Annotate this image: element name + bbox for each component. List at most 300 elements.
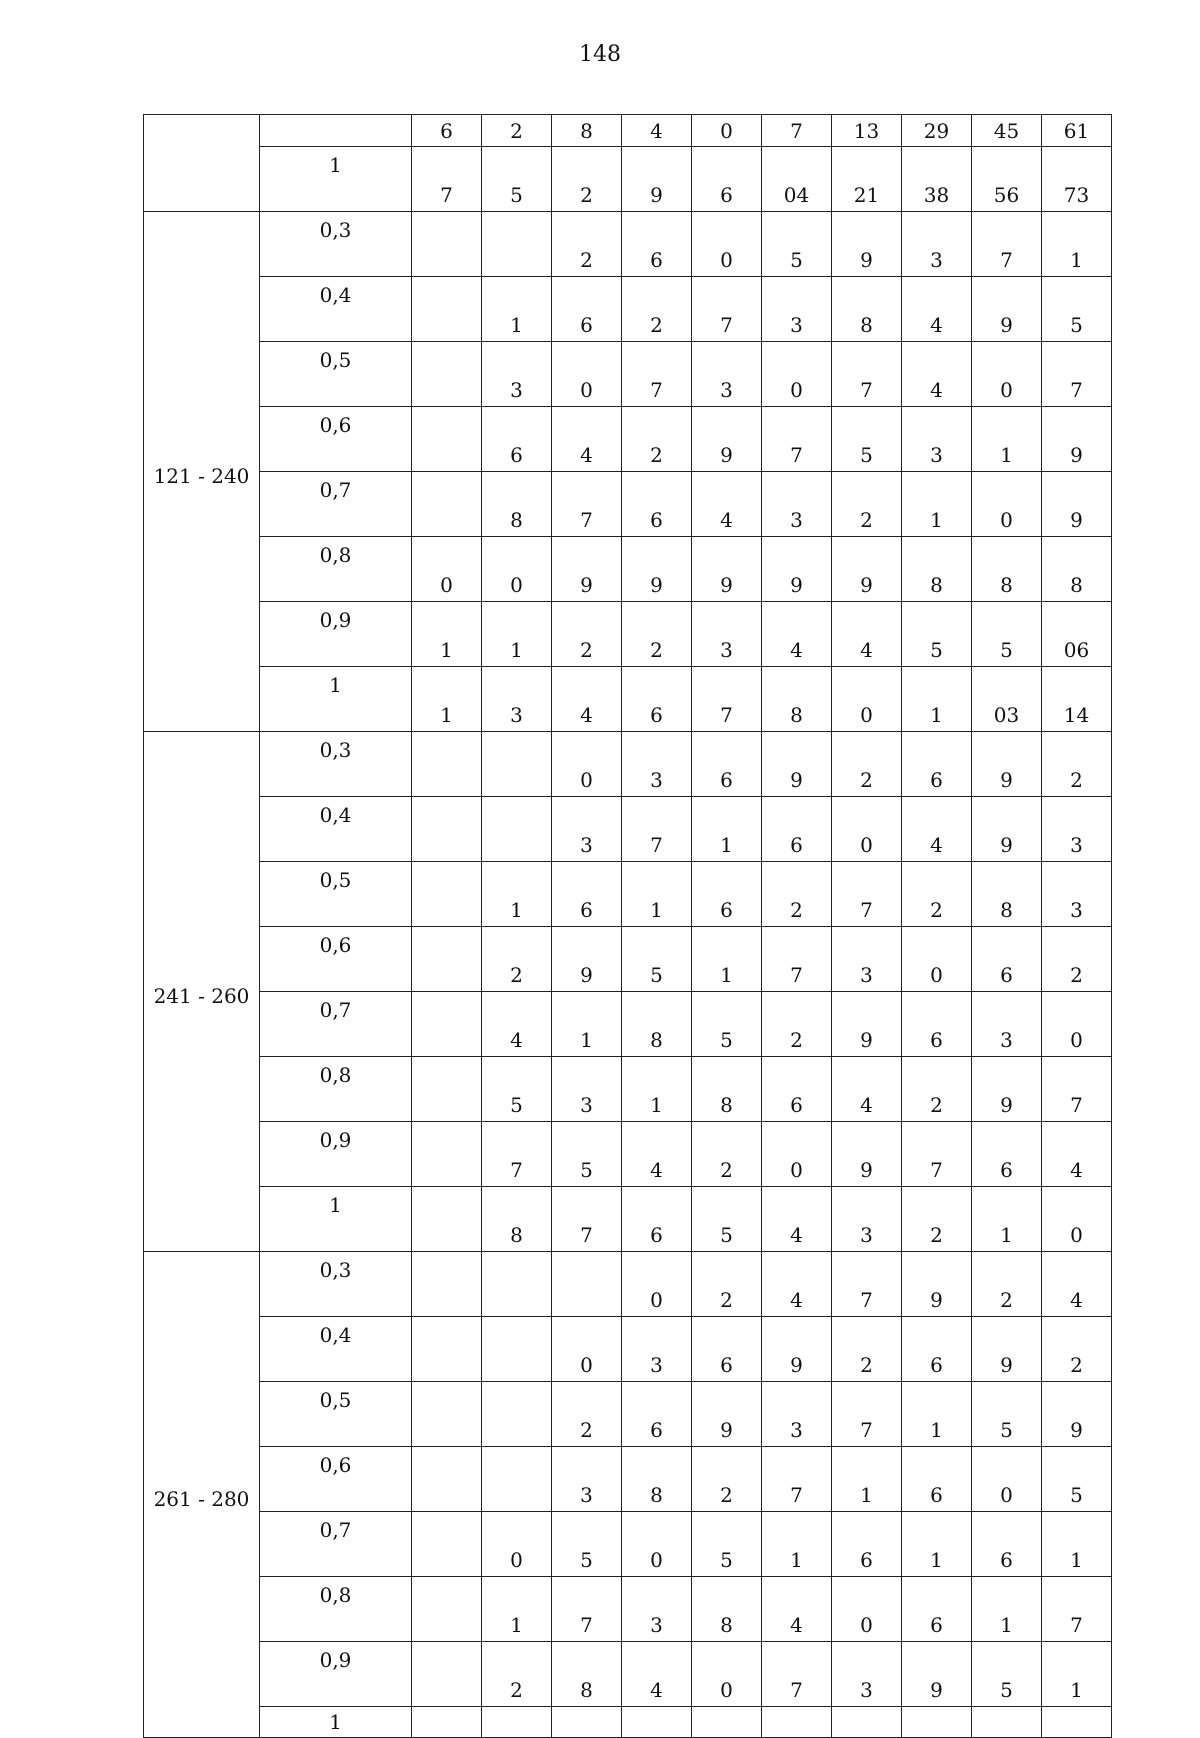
table-cell: 2 (692, 1122, 762, 1187)
table-cell: 4 (902, 342, 972, 407)
table-cell: 1 (552, 992, 622, 1057)
table-cell (482, 1317, 552, 1382)
table-cell: 7 (902, 1122, 972, 1187)
table-cell: 1 (482, 277, 552, 342)
table-cell: 5 (1042, 1447, 1112, 1512)
table-cell: 5 (622, 927, 692, 992)
table-row (144, 992, 1112, 1057)
table-cell: 4 (622, 1122, 692, 1187)
table-cell: 6 (482, 407, 552, 472)
table-cell: 3 (832, 1642, 902, 1707)
table-cell: 5 (482, 147, 552, 212)
table-cell: 6 (902, 1447, 972, 1512)
table-row (144, 1382, 1112, 1447)
table-cell (692, 1707, 762, 1738)
table-cell: 0 (552, 1317, 622, 1382)
table-cell: 5 (972, 1382, 1042, 1447)
table-cell: 1 (482, 602, 552, 667)
table-cell: 6 (552, 862, 622, 927)
table-cell (412, 212, 482, 277)
table-cell: 0 (482, 1512, 552, 1577)
table-cell: 2 (902, 862, 972, 927)
row-label: 0,4 (260, 277, 412, 342)
table-row (144, 1707, 1112, 1738)
table-cell: 7 (482, 1122, 552, 1187)
table-cell: 3 (762, 277, 832, 342)
table-cell: 3 (622, 1317, 692, 1382)
table-cell: 4 (1042, 1122, 1112, 1187)
table-cell: 4 (902, 277, 972, 342)
table-row (144, 537, 1112, 602)
table-cell: 1 (622, 1057, 692, 1122)
header-top-cell: 2 (482, 115, 552, 147)
table-cell: 4 (692, 472, 762, 537)
table-cell: 9 (972, 277, 1042, 342)
row-label: 0,7 (260, 1512, 412, 1577)
table-cell (832, 1707, 902, 1738)
table-cell (412, 1252, 482, 1317)
table-cell: 2 (902, 1187, 972, 1252)
table-cell: 3 (692, 602, 762, 667)
table-cell: 3 (762, 1382, 832, 1447)
table-cell: 2 (552, 212, 622, 277)
table-cell: 2 (622, 277, 692, 342)
table-cell: 9 (832, 212, 902, 277)
table-cell: 8 (622, 1447, 692, 1512)
table-cell: 4 (622, 1642, 692, 1707)
header-top-cell: 4 (622, 115, 692, 147)
table-cell: 3 (902, 212, 972, 277)
table-cell: 73 (1042, 147, 1112, 212)
table-cell: 4 (552, 407, 622, 472)
table-cell: 2 (902, 1057, 972, 1122)
table-cell: 2 (972, 1252, 1042, 1317)
table-cell: 7 (832, 1382, 902, 1447)
table-cell: 6 (692, 862, 762, 927)
table-cell: 03 (972, 667, 1042, 732)
table-cell: 06 (1042, 602, 1112, 667)
table-cell: 2 (762, 862, 832, 927)
header-top-cell: 13 (832, 115, 902, 147)
table-row (144, 927, 1112, 992)
table-cell: 9 (622, 537, 692, 602)
table-cell (412, 1187, 482, 1252)
table-cell: 2 (482, 927, 552, 992)
table-cell: 7 (762, 927, 832, 992)
header-top-cell: 61 (1042, 115, 1112, 147)
table-cell (412, 1577, 482, 1642)
table-cell: 3 (552, 797, 622, 862)
table-row (144, 1057, 1112, 1122)
table-cell (1042, 1707, 1112, 1738)
row-label: 0,3 (260, 1252, 412, 1317)
table-row (144, 732, 1112, 797)
table-cell: 2 (692, 1252, 762, 1317)
table-cell: 6 (692, 732, 762, 797)
table-cell: 8 (552, 1642, 622, 1707)
table-cell: 7 (762, 1642, 832, 1707)
table-cell: 9 (692, 1382, 762, 1447)
table-cell: 1 (1042, 1642, 1112, 1707)
table-cell: 3 (832, 927, 902, 992)
table-cell: 5 (902, 602, 972, 667)
table-row (144, 342, 1112, 407)
table-cell: 2 (692, 1447, 762, 1512)
row-label: 1 (260, 1707, 412, 1738)
table-cell: 6 (552, 277, 622, 342)
table-cell: 7 (972, 212, 1042, 277)
data-table (143, 114, 1112, 1738)
table-cell: 3 (692, 342, 762, 407)
table-cell: 1 (972, 1577, 1042, 1642)
table-cell: 56 (972, 147, 1042, 212)
table-cell: 0 (622, 1512, 692, 1577)
page-number: 148 (579, 42, 621, 67)
table-cell: 5 (482, 1057, 552, 1122)
row-label: 0,4 (260, 797, 412, 862)
table-cell: 21 (832, 147, 902, 212)
table-cell: 7 (622, 797, 692, 862)
corner-cell (144, 115, 260, 212)
table-cell (412, 407, 482, 472)
table-cell: 7 (1042, 1577, 1112, 1642)
table-cell: 0 (762, 342, 832, 407)
table-cell: 6 (762, 1057, 832, 1122)
table-cell (902, 1707, 972, 1738)
row-label: 0,8 (260, 1057, 412, 1122)
table-cell: 9 (902, 1252, 972, 1317)
table-cell: 1 (902, 472, 972, 537)
table-cell: 2 (1042, 1317, 1112, 1382)
table-cell: 3 (622, 732, 692, 797)
table-cell: 6 (622, 1382, 692, 1447)
table-cell: 6 (692, 1317, 762, 1382)
table-cell: 0 (902, 927, 972, 992)
row-label: 0,5 (260, 1382, 412, 1447)
table-cell: 4 (762, 1187, 832, 1252)
table-cell: 04 (762, 147, 832, 212)
table-cell: 2 (552, 602, 622, 667)
header-top-row (144, 115, 1112, 147)
table-cell: 9 (972, 797, 1042, 862)
table-cell (482, 1447, 552, 1512)
table-cell: 7 (1042, 1057, 1112, 1122)
table-cell: 7 (692, 277, 762, 342)
table-cell: 7 (762, 407, 832, 472)
table-cell: 7 (552, 1187, 622, 1252)
row-label: 0,9 (260, 1122, 412, 1187)
table-cell: 3 (1042, 797, 1112, 862)
table-cell: 2 (832, 732, 902, 797)
table-cell (552, 1252, 622, 1317)
table-cell: 0 (692, 212, 762, 277)
row-label: 1 (260, 667, 412, 732)
table-cell: 6 (622, 667, 692, 732)
table-cell: 9 (762, 732, 832, 797)
table-cell: 7 (832, 862, 902, 927)
table-cell (762, 1707, 832, 1738)
row-label: 0,6 (260, 927, 412, 992)
row-label: 0,8 (260, 1577, 412, 1642)
table-row (144, 1577, 1112, 1642)
table-cell: 5 (692, 1187, 762, 1252)
table-cell: 6 (972, 927, 1042, 992)
table-cell: 4 (902, 797, 972, 862)
table-cell (412, 1122, 482, 1187)
group-range-cell: 241 - 260 (144, 732, 260, 1252)
table-cell: 2 (832, 1317, 902, 1382)
table-cell: 8 (972, 537, 1042, 602)
table-cell: 8 (1042, 537, 1112, 602)
table-cell: 1 (972, 1187, 1042, 1252)
table-cell: 0 (622, 1252, 692, 1317)
table-cell: 3 (902, 407, 972, 472)
table-cell: 1 (832, 1447, 902, 1512)
table-cell (482, 1707, 552, 1738)
table-cell: 0 (832, 1577, 902, 1642)
table-row (144, 277, 1112, 342)
table-cell: 3 (482, 342, 552, 407)
table-cell: 6 (622, 472, 692, 537)
table-cell: 1 (762, 1512, 832, 1577)
table-cell: 2 (1042, 927, 1112, 992)
header-top-cell: 7 (762, 115, 832, 147)
table-cell: 5 (972, 1642, 1042, 1707)
table-row (144, 407, 1112, 472)
table-cell: 1 (902, 1512, 972, 1577)
row-label: 0,9 (260, 602, 412, 667)
table-cell: 9 (902, 1642, 972, 1707)
table-row (144, 212, 1112, 277)
table-cell: 3 (972, 992, 1042, 1057)
table-cell: 4 (1042, 1252, 1112, 1317)
table-cell: 9 (762, 1317, 832, 1382)
table-cell: 7 (762, 1447, 832, 1512)
table-cell: 7 (832, 1252, 902, 1317)
table-cell: 14 (1042, 667, 1112, 732)
table-row (144, 1447, 1112, 1512)
row-label: 1 (260, 1187, 412, 1252)
table-row (144, 1512, 1112, 1577)
table-cell: 9 (552, 927, 622, 992)
table-cell (412, 1707, 482, 1738)
row-label: 0,8 (260, 537, 412, 602)
table-cell: 9 (972, 1057, 1042, 1122)
table-cell: 4 (482, 992, 552, 1057)
header-top-cell: 29 (902, 115, 972, 147)
table-cell: 0 (1042, 992, 1112, 1057)
table-cell: 0 (482, 537, 552, 602)
table-cell: 2 (622, 602, 692, 667)
table-cell: 3 (1042, 862, 1112, 927)
table-cell: 9 (832, 992, 902, 1057)
table-row (144, 862, 1112, 927)
table-cell: 0 (972, 1447, 1042, 1512)
table-cell (482, 797, 552, 862)
row-label: 0,3 (260, 732, 412, 797)
table-cell: 6 (902, 992, 972, 1057)
header-top-cell: 8 (552, 115, 622, 147)
header-top-cell: 45 (972, 115, 1042, 147)
table-cell: 0 (552, 342, 622, 407)
table-cell: 1 (412, 602, 482, 667)
table-cell: 8 (482, 1187, 552, 1252)
table-cell: 5 (692, 992, 762, 1057)
table-cell: 0 (972, 472, 1042, 537)
row-label: 0,5 (260, 342, 412, 407)
table-cell (482, 732, 552, 797)
table-cell: 38 (902, 147, 972, 212)
empty-label-cell (260, 115, 412, 147)
table-cell: 6 (972, 1122, 1042, 1187)
table-cell: 2 (762, 992, 832, 1057)
table-cell: 8 (622, 992, 692, 1057)
table-cell: 7 (832, 342, 902, 407)
table-cell: 0 (972, 342, 1042, 407)
table-cell (482, 1382, 552, 1447)
table-cell: 6 (622, 212, 692, 277)
table-cell (622, 1707, 692, 1738)
table-cell: 5 (1042, 277, 1112, 342)
table-cell: 4 (762, 1577, 832, 1642)
row-label: 1 (260, 147, 412, 212)
table-cell: 2 (1042, 732, 1112, 797)
table-cell: 3 (762, 472, 832, 537)
table-cell: 3 (552, 1057, 622, 1122)
header-top-cell: 0 (692, 115, 762, 147)
table-cell: 5 (552, 1122, 622, 1187)
row-label: 0,5 (260, 862, 412, 927)
table-row (144, 1187, 1112, 1252)
table-row (144, 1317, 1112, 1382)
table-cell: 4 (762, 602, 832, 667)
table-cell: 5 (832, 407, 902, 472)
table-cell: 0 (762, 1122, 832, 1187)
table-row (144, 1122, 1112, 1187)
table-row (144, 797, 1112, 862)
table-cell: 8 (902, 537, 972, 602)
table-cell: 8 (482, 472, 552, 537)
table-cell: 9 (1042, 1382, 1112, 1447)
table-cell: 6 (692, 147, 762, 212)
table-cell: 0 (412, 537, 482, 602)
table-cell: 9 (692, 537, 762, 602)
row-label: 0,6 (260, 1447, 412, 1512)
table-cell: 1 (902, 667, 972, 732)
table-cell (412, 472, 482, 537)
table-cell: 9 (552, 537, 622, 602)
table-cell: 9 (622, 147, 692, 212)
table-cell (482, 212, 552, 277)
table-cell: 9 (692, 407, 762, 472)
table-cell: 6 (832, 1512, 902, 1577)
table-cell: 8 (692, 1057, 762, 1122)
table-cell: 1 (902, 1382, 972, 1447)
table-cell (412, 342, 482, 407)
table-cell (412, 1642, 482, 1707)
table-cell: 2 (482, 1642, 552, 1707)
table-cell: 3 (552, 1447, 622, 1512)
table-row (144, 1252, 1112, 1317)
table-row (144, 472, 1112, 537)
table-cell: 0 (832, 797, 902, 862)
table-cell: 4 (762, 1252, 832, 1317)
table-cell (412, 992, 482, 1057)
group-range-cell: 261 - 280 (144, 1252, 260, 1738)
table-cell (412, 862, 482, 927)
table-cell: 5 (762, 212, 832, 277)
table-cell: 8 (762, 667, 832, 732)
table-cell: 4 (832, 1057, 902, 1122)
row-label: 0,9 (260, 1642, 412, 1707)
table-cell: 9 (1042, 472, 1112, 537)
table-cell (412, 1317, 482, 1382)
table-cell: 6 (762, 797, 832, 862)
table-cell: 0 (552, 732, 622, 797)
table-cell (412, 277, 482, 342)
table-cell: 2 (622, 407, 692, 472)
table-cell (552, 1707, 622, 1738)
table-cell: 1 (1042, 212, 1112, 277)
row-label: 0,7 (260, 472, 412, 537)
table-cell: 1 (622, 862, 692, 927)
table-cell (412, 1057, 482, 1122)
table-cell (412, 1447, 482, 1512)
table-cell: 9 (972, 1317, 1042, 1382)
header-top-cell: 6 (412, 115, 482, 147)
table-cell: 9 (762, 537, 832, 602)
table-cell: 5 (972, 602, 1042, 667)
table-cell: 6 (902, 732, 972, 797)
table-cell: 9 (832, 537, 902, 602)
table-cell: 7 (412, 147, 482, 212)
header-row (144, 147, 1112, 212)
table-cell: 9 (972, 732, 1042, 797)
table-cell: 3 (482, 667, 552, 732)
table-cell: 8 (972, 862, 1042, 927)
table-cell (972, 1707, 1042, 1738)
table-cell (412, 1382, 482, 1447)
row-label: 0,7 (260, 992, 412, 1057)
table-cell: 2 (552, 1382, 622, 1447)
row-label: 0,3 (260, 212, 412, 277)
table-cell: 2 (552, 147, 622, 212)
table-row (144, 602, 1112, 667)
table-cell: 3 (832, 1187, 902, 1252)
table-cell: 5 (552, 1512, 622, 1577)
table-cell: 0 (692, 1642, 762, 1707)
table-cell: 8 (692, 1577, 762, 1642)
table-cell (412, 927, 482, 992)
table-cell: 1 (692, 797, 762, 862)
table-cell: 7 (692, 667, 762, 732)
row-label: 0,6 (260, 407, 412, 472)
table-cell: 6 (622, 1187, 692, 1252)
table-cell (482, 1252, 552, 1317)
table-cell: 6 (972, 1512, 1042, 1577)
table-row (144, 1642, 1112, 1707)
table-cell: 4 (832, 602, 902, 667)
table-cell: 8 (832, 277, 902, 342)
table-cell: 7 (552, 1577, 622, 1642)
table-cell: 9 (1042, 407, 1112, 472)
table-cell (412, 1512, 482, 1577)
table-cell: 7 (622, 342, 692, 407)
table-cell: 0 (1042, 1187, 1112, 1252)
table-cell: 1 (412, 667, 482, 732)
table-cell: 7 (1042, 342, 1112, 407)
table-cell (412, 732, 482, 797)
